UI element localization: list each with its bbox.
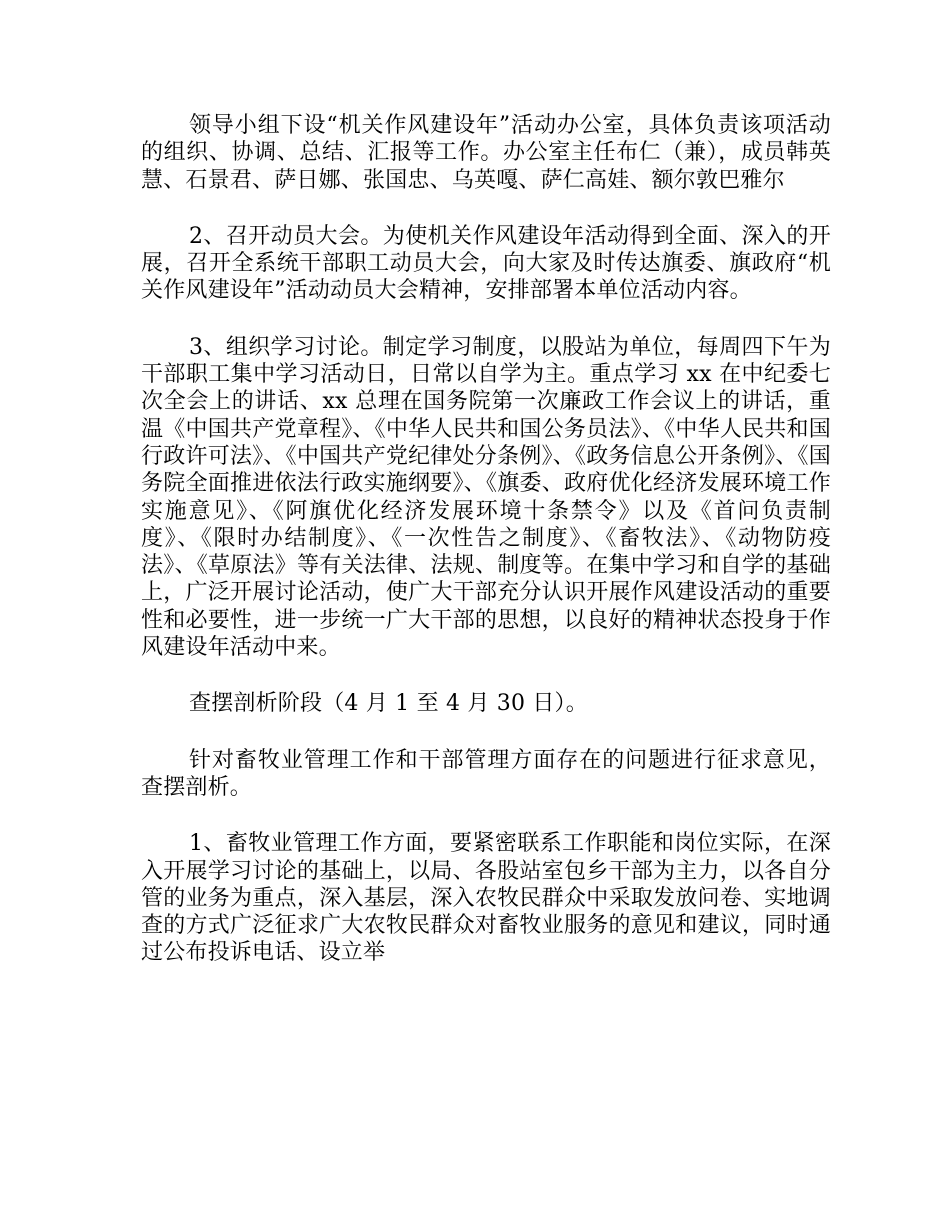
paragraph-livestock-management: 1、畜牧业管理工作方面，要紧密联系工作职能和岗位实际，在深入开展学习讨论的基础上，以局、各股站室包乡干部为主力，以各自分管的业务为重点，深入基层，深入农牧民群众中采取发放问卷、实地调查的方式广泛征求广大农牧民群众对畜牧业服务的意见和建议，同时通过公布投诉电话、设立举 xyxy=(141,831,831,966)
paragraph-gap xyxy=(141,718,831,747)
paragraph-gap xyxy=(141,661,831,690)
paragraph-gap xyxy=(141,305,831,334)
document-body xyxy=(141,112,831,967)
paragraph-review-stage: 查摆剖析阶段（4 月 1 至 4 月 30 日）。 xyxy=(189,691,588,717)
paragraph-mobilization-meeting: 2、召开动员大会。为使机关作风建设年活动得到全面、深入的开展，召开全系统干部职工动员大会，向大家及时传达旗委、旗政府“机关作风建设年”活动动员大会精神，安排部署本单位活动内容。 xyxy=(141,223,831,304)
paragraph-gap xyxy=(141,801,831,830)
paragraph-leadership-office: 领导小组下设“机关作风建设年”活动办公室，具体负责该项活动的组织、协调、总结、汇报等工作。办公室主任布仁（兼），成员韩英慧、石景君、萨日娜、张国忠、乌英嘎、萨仁高娃、额尔敦巴雅尔 xyxy=(141,113,831,193)
paragraph-collect-opinions: 针对畜牧业管理工作和干部管理方面存在的问题进行征求意见，查摆剖析。 xyxy=(141,747,831,800)
paragraph-gap xyxy=(141,194,831,223)
paragraph-study-discussion: 3、组织学习讨论。制定学习制度，以股站为单位，每周四下午为干部职工集中学习活动日，日常以自学为主。重点学习 xx 在中纪委七次全会上的讲话、xx 总理在国务院第一次廉政工作会议上的讲话，重温《中国共产党章程》、《中华人民共和国公务员法》、《中华人民共和国行政许可法》、《中国共产党纪律处分条例》、《政务信息公开条例》、《国务院全面推进依法行政实施纲要》、《旗委、政府优化经济发展环境工作实施意见》、《阿旗优化经济发展环境十条禁令》以及《首问负责制度》、《限时办结制度》、《一次性告之制度》、《畜牧法》、《动物防疫法》、《草原法》等有关法律、法规、制度等。在集中学习和自学的基础上，广泛开展讨论活动，使广大干部充分认识开展作风建设活动的重要性和必要性，进一步统一广大干部的思想，以良好的精神状态投身于作风建设年活动中来。 xyxy=(141,334,831,661)
